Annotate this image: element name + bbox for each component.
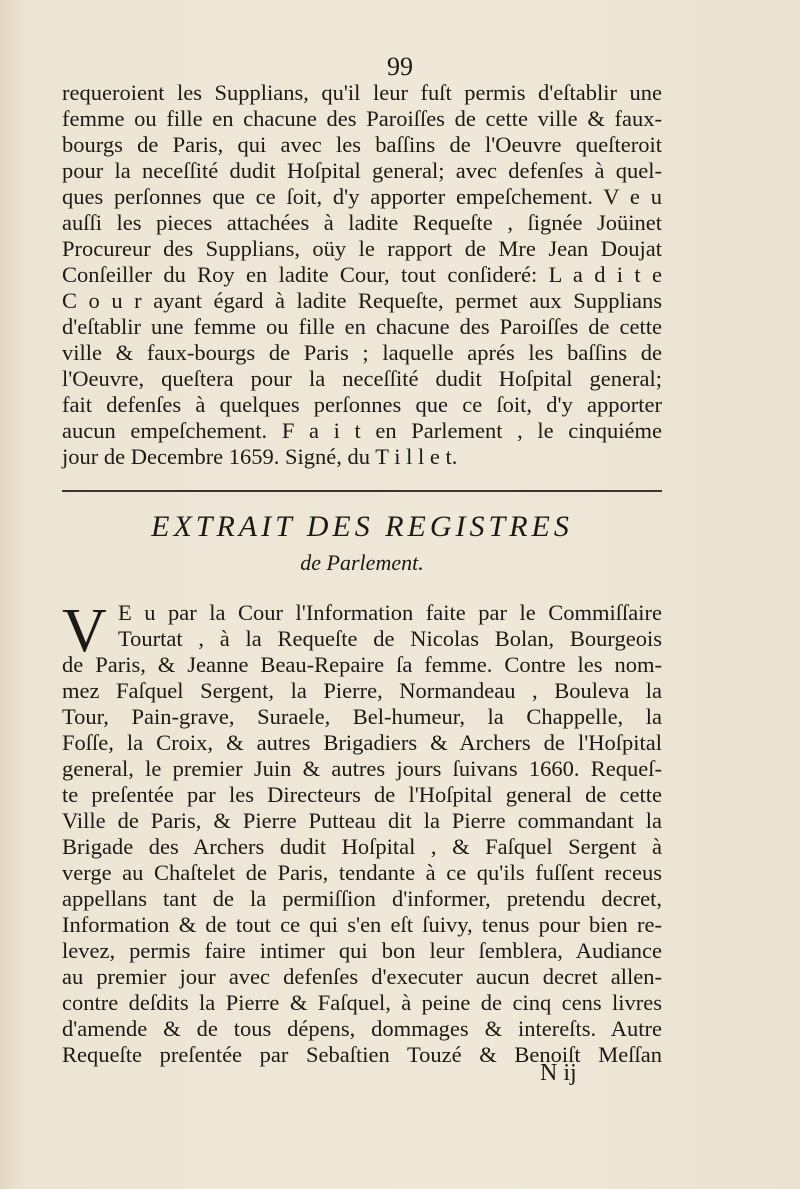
printer-signature-mark: N ij <box>540 1060 577 1086</box>
text-line: Brigade des Archers dudit Hoſpital , & Faſquel Sergent à <box>62 834 662 859</box>
top-paragraph <box>62 80 662 470</box>
text-line: contre deſdits la Pierre & Faſquel, à peine de cinq cens livres <box>62 990 662 1015</box>
text-line: C o u r ayant égard à ladite Requeſte, permet aux Supplians <box>62 288 662 313</box>
text-line: verge au Chaſtelet de Paris, tendante à ce qu'ils fuſſent receus <box>62 860 662 885</box>
text-line: levez, permis faire intimer qui bon leur ſemblera, Audiance <box>62 938 662 963</box>
text-line: d'eſtablir une femme ou fille en chacune des Paroiſſes de cette <box>62 314 662 339</box>
text-line: appellans tant de la permiſſion d'informer, pretendu decret, <box>62 886 662 911</box>
text-line: de Paris, & Jeanne Beau-Repaire ſa femme. Contre les nom- <box>62 652 662 677</box>
text-line: Procureur des Supplians, oüy le rapport de Mre Jean Doujat <box>62 236 662 261</box>
text-line: l'Oeuvre, queſtera pour la neceſſité dudit Hoſpital general; <box>62 366 662 391</box>
text-line: mez Faſquel Sergent, la Pierre, Normandeau , Bouleva la <box>62 678 662 703</box>
text-line: ville & faux-bourgs de Paris ; laquelle aprés les baſſins de <box>62 340 662 365</box>
text-line: Tour, Pain-grave, Suraele, Bel-humeur, la Chappelle, la <box>62 704 662 729</box>
text-line: Information & de tout ce qui s'en eſt ſuivy, tenus pour bien re- <box>62 912 662 937</box>
text-line: bourgs de Paris, qui avec les baſſins de l'Oeuvre queſteroit <box>62 132 662 157</box>
text-line: Ville de Paris, & Pierre Putteau dit la Pierre commandant la <box>62 808 662 833</box>
section-subheading: de Parlement. <box>300 550 424 575</box>
second-paragraph <box>62 597 662 1068</box>
page-number: 99 <box>387 52 413 81</box>
text-line: au premier jour avec defenſes d'executer aucun decret allen- <box>62 964 662 989</box>
text-line: d'amende & de tous dépens, dommages & intereſts. Autre <box>62 1016 662 1041</box>
text-line: pour la neceſſité dudit Hoſpital general; avec defenſes à quel- <box>62 158 662 183</box>
text-line: Foſſe, la Croix, & autres Brigadiers & Archers de l'Hoſpital <box>62 730 662 755</box>
text-line: general, le premier Juin & autres jours ſuivans 1660. Requeſ- <box>62 756 662 781</box>
text-line: femme ou fille en chacune des Paroiſſes de cette ville & faux- <box>62 106 662 131</box>
text-line: Conſeiller du Roy en ladite Cour, tout conſideré: L a d i t e <box>62 262 662 287</box>
text-line: aucun empeſchement. F a i t en Parlement , le cinquiéme <box>62 418 662 443</box>
text-line: fait defenſes à quelques perſonnes que ce ſoit, d'y apporter <box>62 392 662 417</box>
text-line: jour de Decembre 1659. Signé, du T i l l e t. <box>62 444 458 469</box>
text-line: ques perſonnes que ce ſoit, d'y apporter empeſchement. V e u <box>62 184 662 209</box>
text-line: Requeſte preſentée par Sebaſtien Touzé & Benoiſt Meſſan <box>62 1042 662 1067</box>
text-line: auſſi les pieces attachées à ladite Requeſte , ſignée Joüinet <box>62 210 662 235</box>
text-line: E u par la Cour l'Information faite par le Commiſſaire <box>118 600 662 625</box>
drop-cap: V <box>62 597 107 665</box>
text-line: Tourtat , à la Requeſte de Nicolas Bolan, Bourgeois <box>118 626 662 651</box>
text-line: requeroient les Supplians, qu'il leur fuſt permis d'eſtablir une <box>62 80 662 105</box>
section-divider <box>62 490 662 492</box>
text-line: te preſentée par les Directeurs de l'Hoſpital general de cette <box>62 782 662 807</box>
section-heading: EXTRAIT DES REGISTRES <box>151 510 573 543</box>
